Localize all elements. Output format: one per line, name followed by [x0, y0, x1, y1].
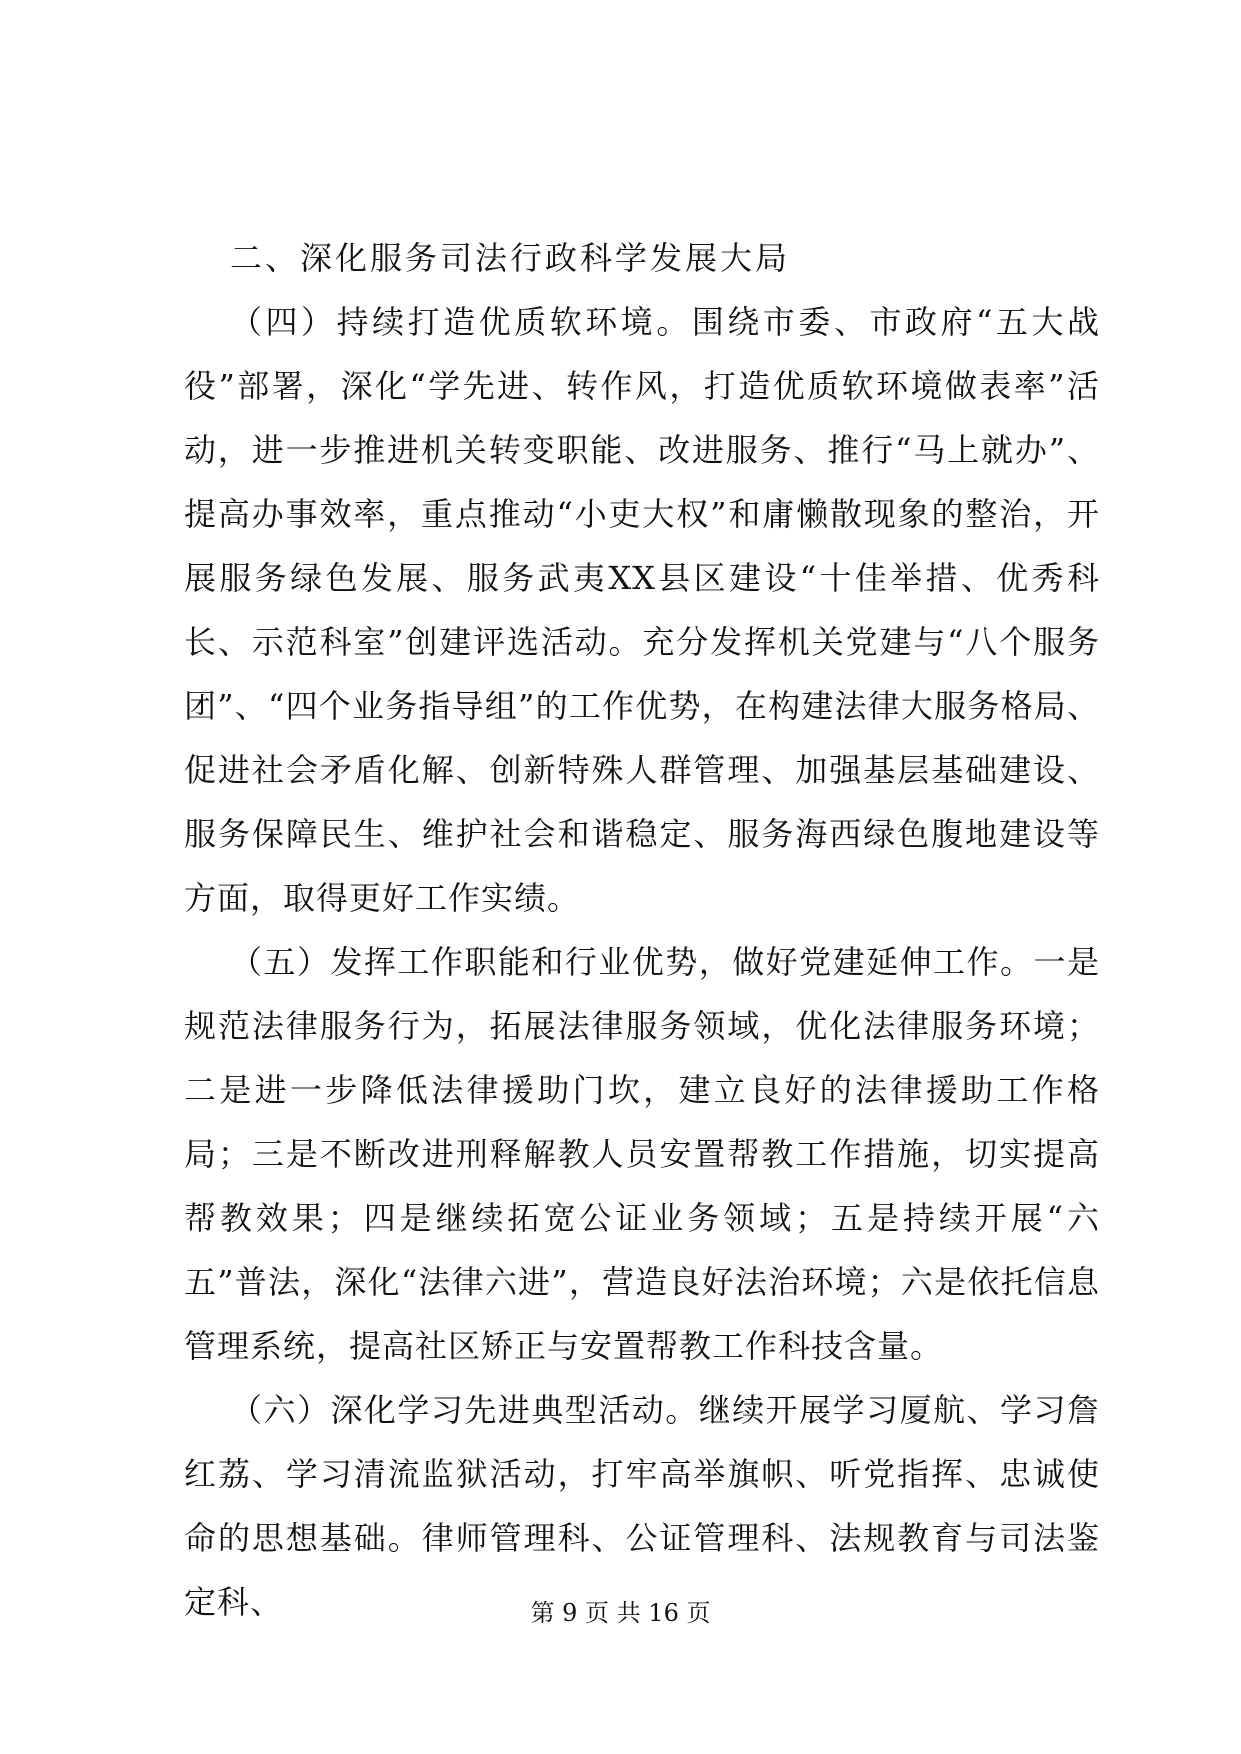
page-number-footer: 第 9 页 共 16 页 — [530, 1599, 711, 1627]
paragraph-five: （五）发挥工作职能和行业优势，做好党建延伸工作。一是规范法律服务行为，拓展法律服务领域，优化法律服务环境；二是进一步降低法律援助门坎，建立良好的法律援助工作格局；三是不断改进刑释解教人员安置帮教工作措施，切实提高帮教效果；四是继续拓宽公证业务领域；五是持续开展“六五”普法，深化“法律六进”，营造良好法治环境；六是依托信息管理系统，提高社区矫正与安置帮教工作科技含量。 — [184, 943, 1100, 1365]
paragraph-six: （六）深化学习先进典型活动。继续开展学习厦航、学习詹红荔、学习清流监狱活动，打牢高举旗帜、听党指挥、忠诚使命的思想基础。律师管理科、公证管理科、法规教育与司法鉴定科、 — [184, 1391, 1100, 1621]
document-body — [184, 226, 1100, 1634]
section-heading: 二、深化服务司法行政科学发展大局 — [230, 239, 791, 277]
paragraph-four: （四）持续打造优质软环境。围绕市委、市政府“五大战役”部署，深化“学先进、转作风，打造优质软环境做表率”活动，进一步推进机关转变职能、改进服务、推行“马上就办”、提高办事效率，重点推动“小吏大权”和庸懒散现象的整治，开展服务绿色发展、服务武夷XX县区建设“十佳举措、优秀科长、示范科室”创建评选活动。充分发挥机关党建与“八个服务团”、“四个业务指导组”的工作优势，在构建法律大服务格局、促进社会矛盾化解、创新特殊人群管理、加强基层基础建设、服务保障民生、维护社会和谐稳定、服务海西绿色腹地建设等方面，取得更好工作实绩。 — [184, 303, 1100, 917]
